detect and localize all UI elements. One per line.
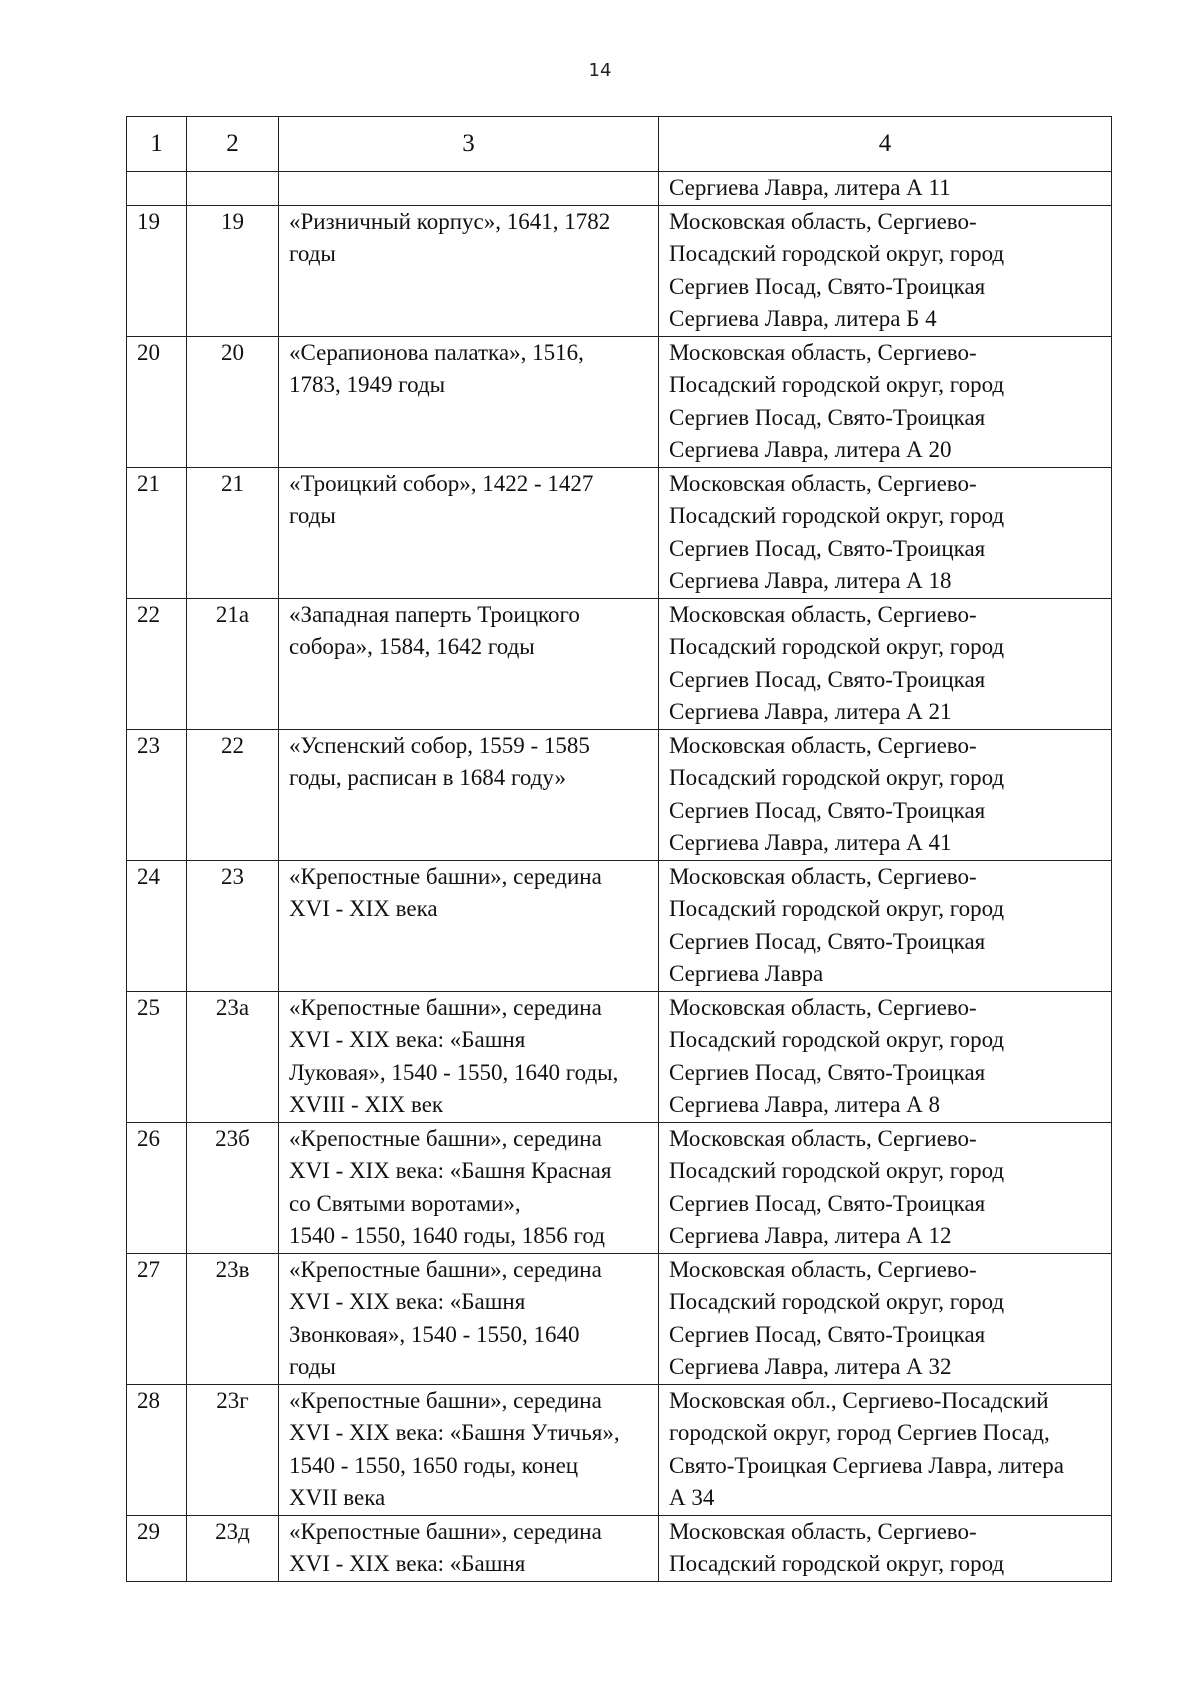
object-address-line: Сергиев Посад, Свято-Троицкая [669,1059,986,1085]
row-number: 21 [127,467,187,598]
object-name-line: «Крепостные башни», середина [289,863,602,889]
table-body [127,172,1112,1582]
object-address-line: Московская область, Сергиево- [669,601,977,627]
object-address-line: Московская область, Сергиево- [669,1256,977,1282]
object-address-line: Московская область, Сергиево- [669,732,977,758]
table-row [127,1253,1112,1384]
object-name-line: Луковая», 1540 - 1550, 1640 годы, [289,1059,619,1085]
object-address-line: Посадский городской округ, город [669,896,1005,921]
object-address-line: Сергиева Лавра, литера А 12 [669,1223,952,1248]
row-number: 22 [127,598,187,729]
object-name-cell [279,598,659,729]
heritage-table [126,116,1112,1582]
object-address-cell [659,598,1112,729]
row-number: 23 [127,729,187,860]
object-name-line: «Троицкий собор», 1422 - 1427 [289,470,594,496]
row-number: 28 [127,1384,187,1515]
object-address-line: Сергиева Лавра, литера А 21 [669,699,952,724]
object-name-cell [279,991,659,1122]
object-name-cell [279,205,659,336]
object-code: 23а [187,991,279,1122]
continuation-cell-2 [187,172,279,206]
object-address-line: Посадский городской округ, город [669,241,1005,266]
object-name-line: 1540 - 1550, 1640 годы, 1856 год [289,1223,605,1248]
object-address-line: Сергиева Лавра, литера Б 4 [669,306,937,331]
object-address-line: Сергиева Лавра, литера А 41 [669,830,952,855]
object-name-line: 1783, 1949 годы [289,372,446,397]
object-address-line: Сергиев Посад, Свято-Троицкая [669,797,986,823]
table-row [127,598,1112,729]
object-name-line: годы [289,241,336,266]
object-address-line: Сергиев Посад, Свято-Троицкая [669,535,986,561]
table-row [127,336,1112,467]
object-name-line: годы [289,1354,336,1379]
object-name-line: годы, расписан в 1684 году» [289,765,566,790]
object-name-line: «Крепостные башни», середина [289,1387,602,1413]
row-number: 27 [127,1253,187,1384]
object-address-cell [659,467,1112,598]
object-address-line: Московская обл., Сергиево-Посадский [669,1387,1049,1413]
object-name-line: «Успенский собор, 1559 - 1585 [289,732,590,758]
object-name-line: со Святыми воротами», [289,1190,521,1216]
object-name-line: «Серапионова палатка», 1516, [289,339,584,365]
object-address-line: А 34 [669,1485,715,1510]
object-name-line: «Крепостные башни», середина [289,1125,602,1151]
table-row [127,860,1112,991]
object-address-cell [659,1515,1112,1581]
header-cell-2: 2 [187,117,279,172]
object-code: 19 [187,205,279,336]
object-address-line: Сергиева Лавра, литера А 20 [669,437,952,462]
object-address-line: Сергиева Лавра, литера А 32 [669,1354,952,1379]
object-address-line: Московская область, Сергиево- [669,470,977,496]
continuation-cell-1 [127,172,187,206]
continuation-cell-3 [279,172,659,206]
table-row [127,1384,1112,1515]
object-name-line: XVI - XIX века [289,896,438,921]
object-name-line: «Западная паперть Троицкого [289,601,580,627]
object-code: 20 [187,336,279,467]
object-name-cell [279,336,659,467]
object-address-line: Посадский городской округ, город [669,765,1005,790]
object-code: 23 [187,860,279,991]
object-address-line: Свято-Троицкая Сергиева Лавра, литера [669,1452,1064,1478]
object-name-line: «Ризничный корпус», 1641, 1782 [289,208,611,234]
page-number: 14 [588,60,612,81]
object-name-line: XVIII - XIX век [289,1092,444,1117]
object-address-cell [659,1122,1112,1253]
object-address-line: Московская область, Сергиево- [669,208,977,234]
object-name-cell [279,1122,659,1253]
table-row [127,1122,1112,1253]
object-address-line: Сергиева Лавра, литера А 8 [669,1092,941,1117]
object-name-line: 1540 - 1550, 1650 годы, конец [289,1452,579,1478]
object-address-line: Сергиев Посад, Свято-Троицкая [669,928,986,954]
object-address-line: Посадский городской округ, город [669,1289,1005,1314]
object-name-line: «Крепостные башни», середина [289,1518,602,1544]
object-name-line: годы [289,503,336,528]
object-code: 21а [187,598,279,729]
object-name-line: XVI - XIX века: «Башня [289,1027,526,1052]
row-number: 26 [127,1122,187,1253]
object-address-line: Посадский городской округ, город [669,1027,1005,1052]
object-address-line: Сергиев Посад, Свято-Троицкая [669,273,986,299]
object-address-cell [659,860,1112,991]
table-row [127,205,1112,336]
object-code: 22 [187,729,279,860]
header-cell-1: 1 [127,117,187,172]
object-address-line: Сергиев Посад, Свято-Троицкая [669,1190,986,1216]
object-name-line: «Крепостные башни», середина [289,1256,602,1282]
object-address-line: Посадский городской округ, город [669,372,1005,397]
object-address-line: Посадский городской округ, город [669,1158,1005,1183]
header-cell-3: 3 [279,117,659,172]
object-address-line: Московская область, Сергиево- [669,1518,977,1544]
object-name-line: XVI - XIX века: «Башня Утичья», [289,1420,620,1445]
row-number: 24 [127,860,187,991]
object-code: 23д [187,1515,279,1581]
object-address-line: Посадский городской округ, город [669,1551,1005,1576]
object-address-cell [659,336,1112,467]
object-address-cell [659,729,1112,860]
object-address-line: Посадский городской округ, город [669,634,1005,659]
continuation-row [127,172,1112,206]
row-number: 25 [127,991,187,1122]
object-address-line: городской округ, город Сергиев Посад, [669,1420,1050,1445]
object-name-cell [279,1253,659,1384]
object-code: 23г [187,1384,279,1515]
row-number: 19 [127,205,187,336]
object-name-line: Звонковая», 1540 - 1550, 1640 [289,1321,580,1347]
object-address-line: Сергиева Лавра, литера А 18 [669,568,952,593]
object-name-cell [279,467,659,598]
object-code: 23в [187,1253,279,1384]
object-address-cell [659,1253,1112,1384]
object-address-line: Сергиев Посад, Свято-Троицкая [669,404,986,430]
header-row [127,117,1112,172]
object-code: 23б [187,1122,279,1253]
object-address-line: Московская область, Сергиево- [669,1125,977,1151]
object-address-line: Московская область, Сергиево- [669,994,977,1020]
table-row [127,729,1112,860]
object-address-cell [659,1384,1112,1515]
table-row [127,467,1112,598]
object-address-cell [659,205,1112,336]
object-address-line: Сергиев Посад, Свято-Троицкая [669,666,986,692]
object-address-line: Сергиев Посад, Свято-Троицкая [669,1321,986,1347]
object-address-line: Посадский городской округ, город [669,503,1005,528]
object-name-line: XVI - XIX века: «Башня [289,1551,526,1576]
object-name-line: XVI - XIX века: «Башня Красная [289,1158,612,1183]
table-row [127,1515,1112,1581]
row-number: 20 [127,336,187,467]
object-address-line: Сергиева Лавра [669,961,824,986]
object-address-line: Московская область, Сергиево- [669,863,977,889]
object-name-line: «Крепостные башни», середина [289,994,602,1020]
object-name-cell [279,1515,659,1581]
object-name-line: XVI - XIX века: «Башня [289,1289,526,1314]
header-cell-4: 4 [659,117,1112,172]
object-address-cell [659,991,1112,1122]
object-name-cell [279,729,659,860]
table-row [127,991,1112,1122]
row-number: 29 [127,1515,187,1581]
object-name-cell [279,1384,659,1515]
object-name-line: XVII века [289,1485,386,1510]
object-name-cell [279,860,659,991]
object-address-line: Московская область, Сергиево- [669,339,977,365]
continuation-address: Сергиева Лавра, литера А 11 [659,172,1112,206]
object-name-line: собора», 1584, 1642 годы [289,634,535,659]
object-code: 21 [187,467,279,598]
